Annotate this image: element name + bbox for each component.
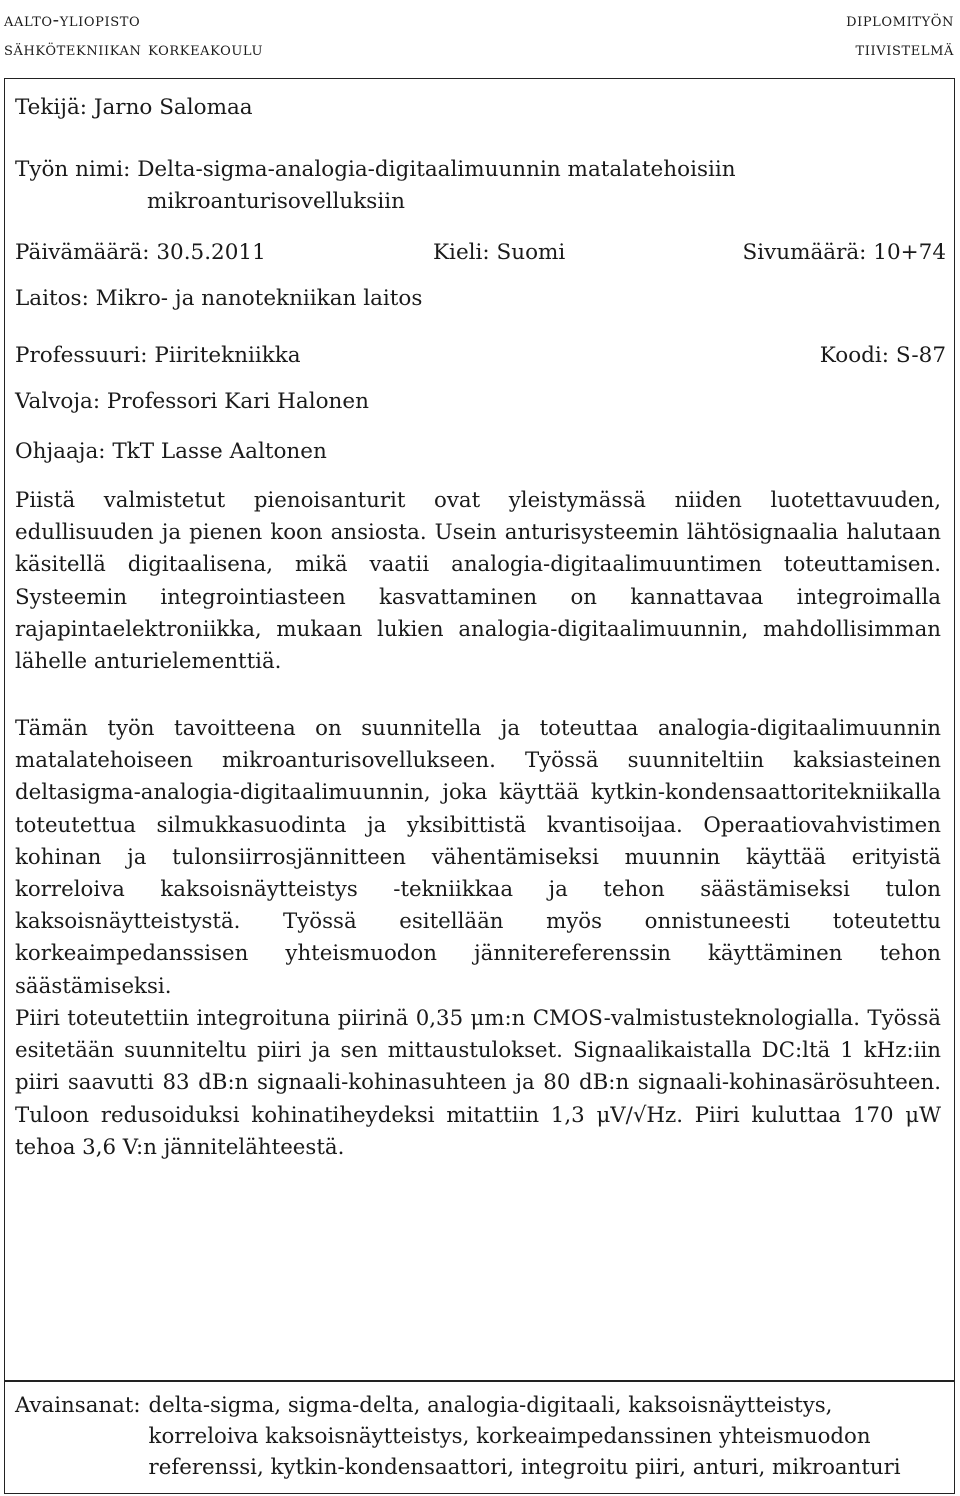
supervisor-field: Valvoja: Professori Kari Halonen — [15, 389, 369, 414]
instructor-field: Ohjaaja: TkT Lasse Aaltonen — [15, 439, 327, 464]
code-field: Koodi: S-87 — [819, 343, 946, 368]
author-field: Tekijä: Jarno Salomaa — [15, 95, 253, 120]
university-name: aalto-yliopisto — [4, 9, 141, 31]
school-name: sähkötekniikan korkeakoulu — [4, 38, 264, 60]
abstract-paragraph-1 — [15, 485, 941, 678]
abstract-text-1: Piistä valmistetut pienoisanturit ovat yleistymässä niiden luotettavuuden, edullisuuden ja pienen koon ansiosta. Usein anturisysteemin lähtösignaalia halutaan käsitellä digitaalisena, mikä vaatii analogia-digitaalimuuntimen toteuttamisen. Systeemin integrointiasteen kasvattaminen on kannattavaa integroimalla rajapintaelektroniikka, mukaan lukien analogia-digitaalimuunnin, mahdollisimman lähelle anturielementtiä. — [15, 488, 941, 675]
abstract-paragraph-2 — [15, 713, 941, 1003]
date-field: Päivämäärä: 30.5.2011 — [15, 240, 266, 265]
abstract-text-3: Piiri toteutettiin integroituna piirinä 0,35 μm:n CMOS-valmistusteknologialla. Työssä esitetään suunniteltu piiri ja sen mittaustulokset. Signaalikaistalla DC:ltä 1 kHz:iin piiri saavutti 83 dB:n signaali-kohinasuhteen ja 80 dB:n signaali-kohinasärösuhteen. Tuloon redusoiduksi kohinatiheydeksi mitattiin 1,3 μV/√Hz. Piiri kuluttaa 170 μW tehoa 3,6 V:n jännitelähteestä. — [15, 1006, 941, 1160]
keywords-row — [15, 1390, 941, 1483]
thesis-title-label: Työn nimi: — [15, 157, 131, 182]
professorship-field: Professuuri: Piiritekniikka — [15, 343, 301, 368]
keywords-label: Avainsanat: — [15, 1393, 141, 1418]
language-field: Kieli: Suomi — [433, 240, 566, 265]
department-field: Laitos: Mikro- ja nanotekniikan laitos — [15, 286, 423, 311]
thesis-title-field — [15, 154, 736, 218]
abstract-text-2: Tämän työn tavoitteena on suunnitella ja toteuttaa analogia-digitaalimuunnin matalatehoiseen mikroanturisovellukseen. Työssä suunniteltiin kaksiasteinen deltasigma-analogia-digitaalimuunnin, joka käyttää kytkin-kondensaattoritekniikalla toteutettua silmukkasuodinta ja yksibittistä kvantisoijaa. Operaatiovahvistimen kohinan ja tulonsiirrosjännitteen vähentämiseksi muunnin käyttää erityistä korreloiva kaksoisnäytteistys -tekniikkaa ja tehon säästämiseksi tulon kaksoisnäytteistystä. Työssä esitellään myös onnistuneesti toteutettu korkeaimpedanssisen yhteismuodon jännitereferenssin käyttäminen tehon säästämiseksi. — [15, 716, 941, 999]
abstract-paragraph-3 — [15, 1003, 941, 1164]
header-left — [4, 6, 263, 64]
page-count-field: Sivumäärä: 10+74 — [742, 240, 946, 265]
header-right — [846, 6, 954, 64]
thesis-title-line1: Delta-sigma-analogia-digitaalimuunnin matalatehoisiin — [137, 157, 736, 182]
doc-type-line1: diplomityön — [846, 9, 954, 31]
thesis-title-line2: mikroanturisovelluksiin — [147, 189, 405, 214]
doc-type-line2: tiivistelmä — [855, 38, 954, 60]
keywords-text: delta-sigma, sigma-delta, analogia-digitaali, kaksoisnäytteistys, korreloiva kaksoisnäytteistys, korkeaimpedanssinen yhteismuodon referenssi, kytkin-kondensaattori, integroitu piiri, anturi, mikroanturi — [148, 1393, 901, 1480]
